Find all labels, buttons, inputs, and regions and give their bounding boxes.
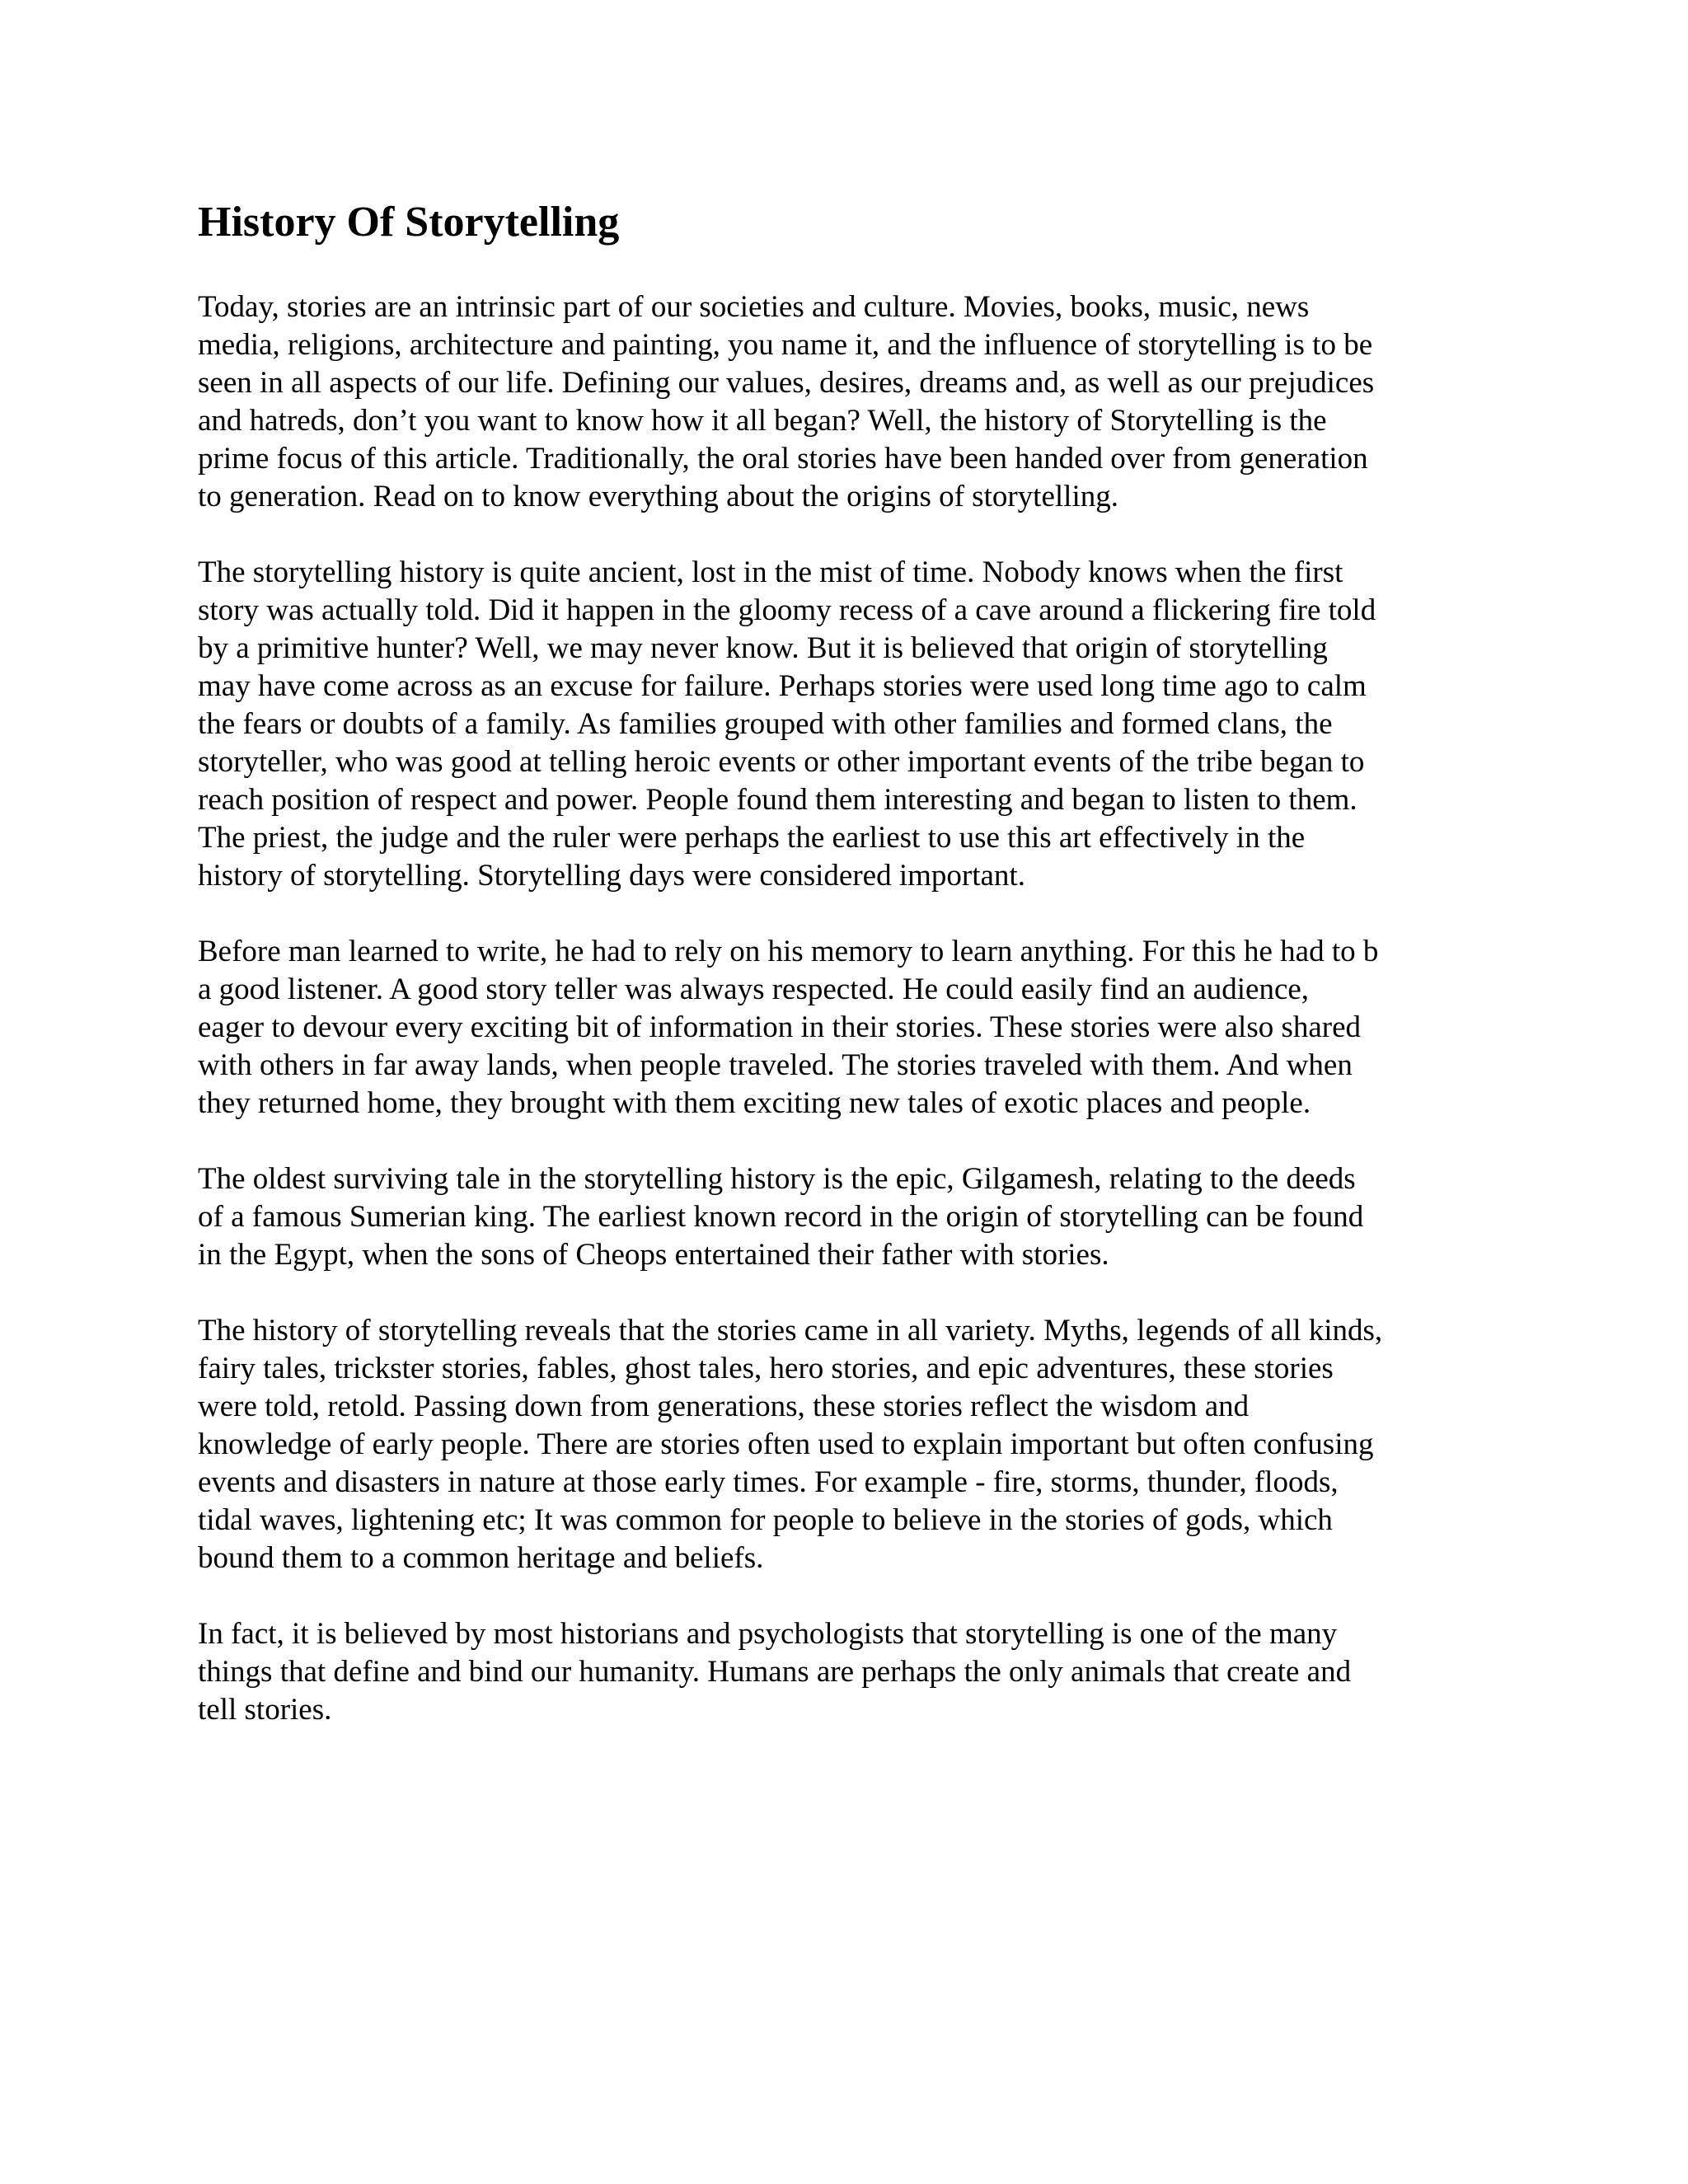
paragraph-line: were told, retold. Passing down from generations, these stories reflect the wisdom and	[198, 1390, 1250, 1423]
paragraph-3	[198, 933, 1484, 1122]
paragraph-line: with others in far away lands, when people traveled. The stories traveled with them. And when	[198, 1048, 1353, 1082]
paragraph-line: media, religions, architecture and painting, you name it, and the influence of storytelling is to be	[198, 328, 1373, 362]
paragraph-line: knowledge of early people. There are stories often used to explain important but often confusing	[198, 1427, 1374, 1461]
paragraph-2	[198, 554, 1484, 895]
paragraph-line: In fact, it is believed by most historians and psychologists that storytelling is one of the many	[198, 1617, 1338, 1651]
paragraph-line: to generation. Read on to know everything about the origins of storytelling.	[198, 480, 1118, 513]
paragraph-line: The storytelling history is quite ancient, lost in the mist of time. Nobody knows when the first	[198, 555, 1343, 589]
paragraph-1	[198, 288, 1484, 516]
paragraph-line: in the Egypt, when the sons of Cheops entertained their father with stories.	[198, 1238, 1109, 1272]
document-body	[198, 196, 1484, 1767]
paragraph-line: events and disasters in nature at those early times. For example - fire, storms, thunder, floods,	[198, 1465, 1339, 1499]
paragraph-line: storyteller, who was good at telling heroic events or other important events of the tribe began to	[198, 745, 1365, 779]
paragraph-line: by a primitive hunter? Well, we may never know. But it is believed that origin of storytelling	[198, 631, 1328, 665]
paragraph-5	[198, 1312, 1484, 1577]
paragraph-line: seen in all aspects of our life. Defining our values, desires, dreams and, as well as our prejudices	[198, 366, 1375, 400]
paragraph-line: Today, stories are an intrinsic part of our societies and culture. Movies, books, music, news	[198, 290, 1310, 324]
paragraph-line: bound them to a common heritage and beliefs.	[198, 1541, 764, 1575]
paragraph-line: fairy tales, trickster stories, fables, ghost tales, hero stories, and epic adventures, these stories	[198, 1352, 1334, 1385]
paragraph-line: tidal waves, lightening etc; It was common for people to believe in the stories of gods, which	[198, 1503, 1333, 1537]
paragraph-line: history of storytelling. Storytelling days were considered important.	[198, 859, 1025, 893]
paragraph-6	[198, 1615, 1484, 1729]
paragraph-line: story was actually told. Did it happen in the gloomy recess of a cave around a flickering fire told	[198, 593, 1376, 627]
paragraph-line: a good listener. A good story teller was always respected. He could easily find an audience,	[198, 972, 1310, 1006]
paragraph-line: reach position of respect and power. People found them interesting and began to listen to them.	[198, 783, 1357, 817]
paragraph-line: eager to devour every exciting bit of information in their stories. These stories were also shared	[198, 1010, 1362, 1044]
paragraph-line: things that define and bind our humanity. Humans are perhaps the only animals that create and	[198, 1655, 1352, 1689]
paragraph-line: may have come across as an excuse for failure. Perhaps stories were used long time ago to calm	[198, 669, 1367, 703]
paragraph-line: the fears or doubts of a family. As families grouped with other families and formed clans, the	[198, 707, 1333, 741]
paragraph-line: prime focus of this article. Traditionally, the oral stories have been handed over from generation	[198, 442, 1368, 476]
paragraph-line: tell stories.	[198, 1693, 332, 1727]
paragraph-line: The history of storytelling reveals that the stories came in all variety. Myths, legends of all kinds,	[198, 1314, 1383, 1347]
document-title: History Of Storytelling	[198, 199, 620, 246]
paragraph-4	[198, 1160, 1484, 1274]
paragraph-line: The priest, the judge and the ruler were perhaps the earliest to use this art effectively in the	[198, 821, 1306, 855]
paragraph-line: The oldest surviving tale in the storytelling history is the epic, Gilgamesh, relating to the deeds	[198, 1162, 1356, 1196]
paragraph-line: and hatreds, don’t you want to know how it all began? Well, the history of Storytelling is the	[198, 404, 1327, 438]
paragraph-line: they returned home, they brought with them exciting new tales of exotic places and people.	[198, 1086, 1311, 1120]
paragraph-line: Before man learned to write, he had to rely on his memory to learn anything. For this he had to b	[198, 935, 1379, 968]
paragraph-line: of a famous Sumerian king. The earliest known record in the origin of storytelling can be found	[198, 1200, 1364, 1234]
